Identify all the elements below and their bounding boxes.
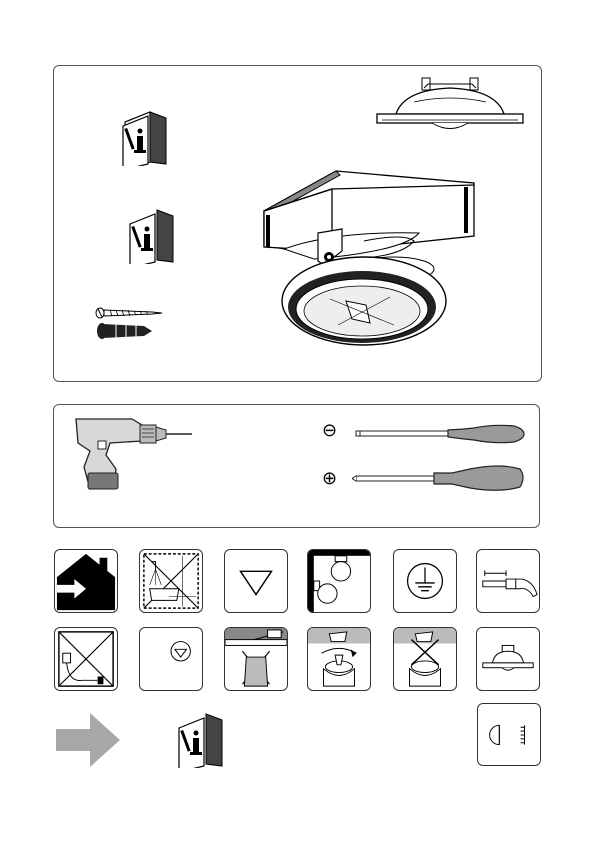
screw-icon xyxy=(94,306,164,320)
tools-panel xyxy=(53,404,540,528)
phillips-screwdriver-icon xyxy=(352,463,526,495)
no-cover-with-insulation-icon xyxy=(224,627,288,691)
lamp-position-icon xyxy=(307,549,371,613)
instruction-booklet-icon xyxy=(120,106,170,166)
bulb-icon xyxy=(374,76,529,136)
bulb-rotation-icon xyxy=(307,627,371,691)
spotlight-fixture-icon xyxy=(254,161,479,346)
instruction-booklet-icon xyxy=(127,204,177,264)
instruction-booklet-icon xyxy=(176,708,226,768)
earth-ground-icon xyxy=(393,549,457,613)
no-insulation-cover-icon xyxy=(54,627,118,691)
wire-strip-icon xyxy=(476,549,540,613)
not-for-bathroom-icon xyxy=(139,549,203,613)
no-incorrect-fitting-icon xyxy=(393,627,457,691)
flat-screwdriver-symbol: ⊖ xyxy=(322,420,338,440)
next-step-arrow-icon xyxy=(56,713,122,767)
page-title xyxy=(54,66,55,67)
indoor-use-only-icon xyxy=(54,549,118,613)
bulb-type-icon xyxy=(139,627,203,691)
power-drill-icon xyxy=(70,411,200,495)
contents-panel xyxy=(53,65,542,382)
phillips-screwdriver-symbol: ⊕ xyxy=(322,468,338,488)
flat-screwdriver-icon xyxy=(354,423,526,445)
triangle-class-icon xyxy=(224,549,288,613)
bulb-fitting-icon xyxy=(476,627,540,691)
wall-plug-icon xyxy=(96,321,156,341)
energy-label-icon xyxy=(477,703,541,766)
